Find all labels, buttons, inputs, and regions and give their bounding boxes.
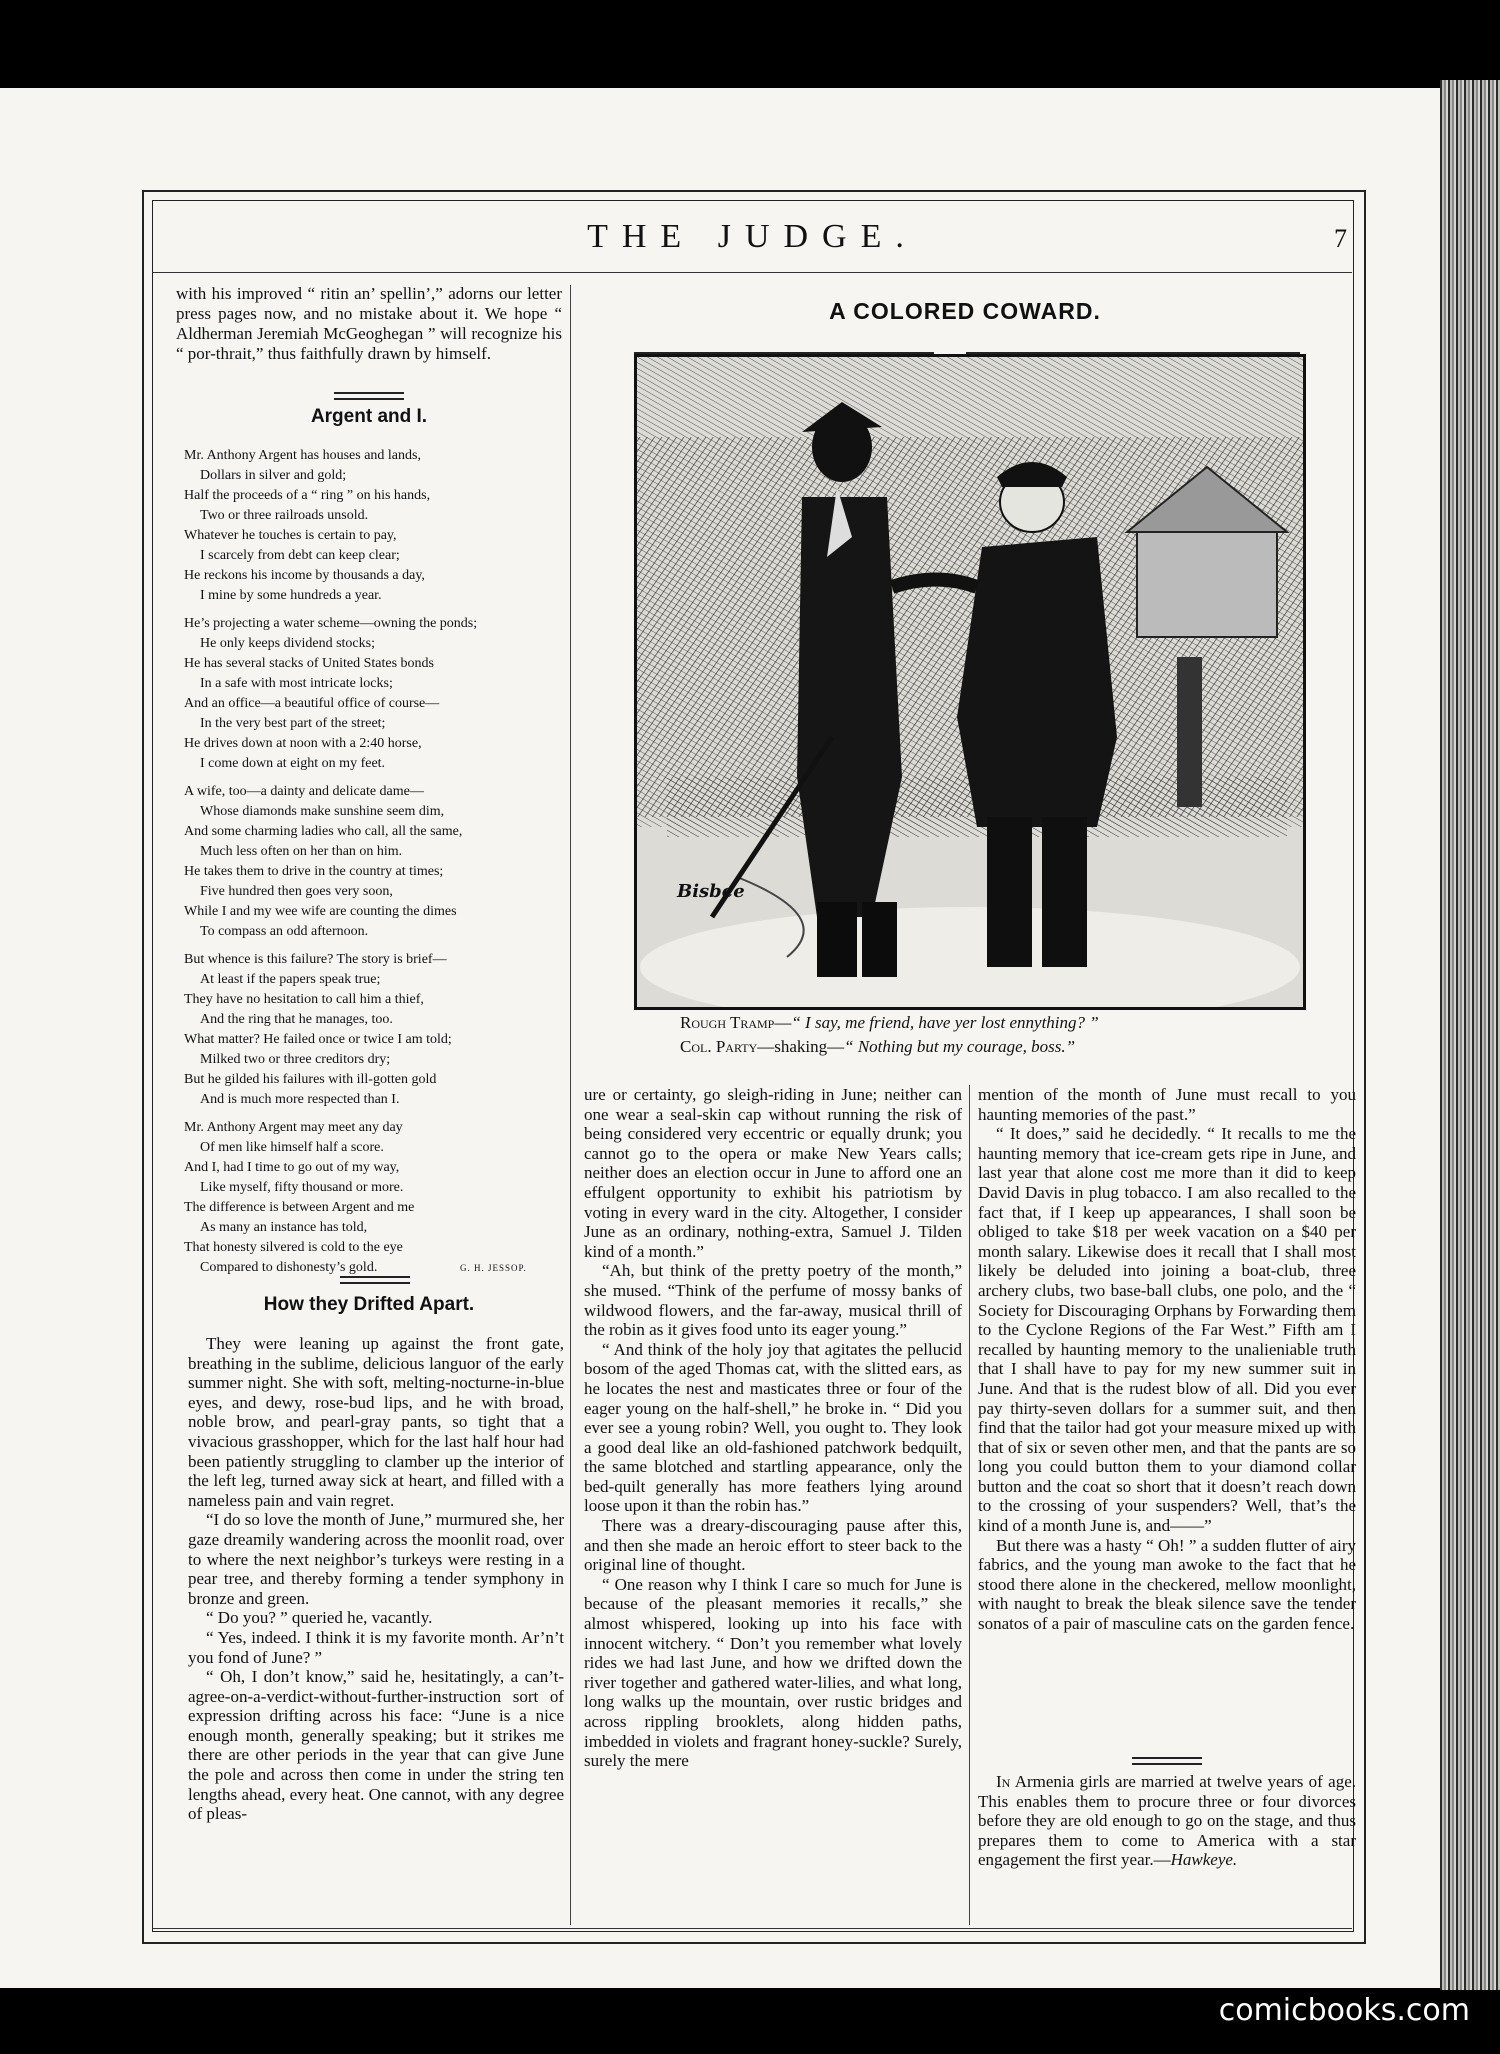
poem-stanza [184, 950, 554, 1110]
masthead: THE JUDGE. [587, 218, 918, 255]
poem-stanza [184, 614, 554, 774]
header-rule [152, 272, 1352, 273]
poem-line: In the very best part of the street; [200, 716, 386, 731]
poem-line: He reckons his income by thousands a day, [184, 568, 425, 583]
story-paragraph: “ Do you? ” queried he, vacantly. [206, 1608, 433, 1628]
note-text: Armenia girls are married at twelve years of age. This enables them to procure three or four divorces before they are old enough to go on the stage, and thus prepares them to come to America with a star engagement the first year.— [978, 1772, 1356, 1870]
poem-stanza [184, 446, 554, 606]
story-paragraph: “ Oh, I don’t know,” said he, hesitatingly, a can’t-agree-on-a-verdict-without-further-instruction sort of expression drifting across his face: “June is a nice enough month, generally speaking; but it strikes me there are other periods in the year that can give June the pole and across then come in under the string ten lengths ahead, every heat. One cannot, with any degree of pleas- [188, 1667, 564, 1824]
poem-line: And I, had I time to go out of my way, [184, 1160, 400, 1175]
story-column-3 [978, 1085, 1356, 1634]
poem-line: Compared to dishonesty’s gold. [200, 1260, 378, 1275]
story-paragraph: “ It does,” said he decidedly. “ It recalls to me the haunting memory that ice-cream gets ripe in June, and last year that alone cost me more than it did to keep David Davis in plug tobacco. I am also recalled to the fact that, if I keep up appearances, I shall soon be obliged to take $18 per week vacation on a $40 per month salary. Likewise does it recall that I shall most likely be deluded into joining a boat-club, three archery clubs, two base-ball clubs, one polo, and the “ Society for Discouraging Orphans by Forwarding them to the Cyclone Regions of the Far West.” Fifth am I recalled by haunting memory to the unalieniable truth that I shall have to pay for my new summer suit in June. And that is the rudest blow of all. Did you ever pay thirty-seven dollars for a summer suit, and then find that the tailor had got your measure mixed up with that of six or seven other men, and that the pants are so long you could button them to your diamond collar button and the coat so short that it doesn’t reach down to the crossing of your suspenders? Well, that’s the kind of a month June is, and——” [978, 1124, 1356, 1536]
poem-line: He drives down at noon with a 2:40 horse, [184, 736, 422, 751]
section-divider [340, 1276, 410, 1284]
poem-stanza [184, 1118, 554, 1278]
story-paragraph: “ And think of the holy joy that agitates the pellucid bosom of the aged Thomas cat, with the slitted ears, as he locates the nest and masticates three or four of the eager young on the half-shell,” he broke in. “ Did you ever see a young robin? Well, you ought to. They look a good deal like an old-fashioned patchwork bedquilt, the same blotched and startling appearance, only the bed-quilt generally has more feathers lying around loose upon it than the robin has.” [584, 1339, 962, 1516]
story-paragraph: “I do so love the month of June,” murmured she, her gaze dreamily wandering across the moonlit road, over to where the next neighbor’s turkeys were resting in a pear tree, and thereby forming a tender symphony in bronze and green. [188, 1510, 564, 1608]
caption-line-1: Rough Tramp—“ I say, me friend, have yer lost ennything? ” [680, 1013, 1099, 1032]
poem-title: Argent and I. [310, 406, 428, 427]
column-rule-2 [969, 1085, 970, 1925]
column-rule-1 [570, 285, 571, 1925]
cartoon-illustration [634, 354, 1306, 1010]
poem-signature: G. H. JESSOP. [460, 1263, 527, 1273]
poem-line: I scarcely from debt can keep clear; [200, 548, 400, 563]
artist-signature: Bisbee [677, 881, 745, 902]
caption-speaker-1: Rough Tramp [680, 1013, 775, 1032]
poem-line: And an office—a beautiful office of course— [184, 696, 440, 711]
poem-line: A wife, too—a dainty and delicate dame— [184, 784, 424, 799]
poem-line: And some charming ladies who call, all the same, [184, 824, 463, 839]
poem-stanza [184, 782, 554, 942]
caption-speaker-2: Col. Party [680, 1037, 758, 1056]
cartoon-title: A COLORED COWARD. [829, 298, 1101, 324]
poem-line: But whence is this failure? The story is brief— [184, 952, 447, 967]
poem-line: In a safe with most intricate locks; [200, 676, 393, 691]
story-column-1 [188, 1334, 564, 1824]
poem-line: As many an instance has told, [200, 1220, 368, 1235]
watermark: comicbooks.com [1218, 1993, 1470, 2028]
poem-line: And is much more respected than I. [200, 1092, 400, 1107]
intro-paragraph: with his improved “ ritin an’ spellin’,” adorns our letter press pages now, and no mistake about it. We hope “ Aldherman Jeremiah McGeoghegan ” will recognize his “ por-thrait,” thus faithfully drawn by himself. [176, 284, 562, 363]
poem-line: But he gilded his failures with ill-gotten gold [184, 1072, 437, 1087]
poem-line: He takes them to drive in the country at times; [184, 864, 444, 879]
poem-line: What matter? He failed once or twice I am told; [184, 1032, 452, 1047]
story-column-2 [584, 1085, 962, 1771]
poem-line: At least if the papers speak true; [200, 972, 381, 987]
book-spine [1440, 80, 1500, 1990]
poem-line: Whose diamonds make sunshine seem dim, [200, 804, 445, 819]
poem-body [184, 446, 554, 1286]
story-paragraph: mention of the month of June must recall to you haunting memories of the past.” [978, 1085, 1356, 1124]
caption-quote-1: “ I say, me friend, have yer lost ennything? ” [791, 1013, 1099, 1032]
poem-line: Much less often on her than on him. [200, 844, 403, 859]
note-source: Hawkeye. [1170, 1850, 1238, 1870]
section-divider [1132, 1757, 1202, 1765]
armenia-note [978, 1772, 1356, 1870]
story-paragraph: “Ah, but think of the pretty poetry of the month,” she mused. “Think of the perfume of mossy banks of wildwood flowers, and the far-away, musical thrill of the robin as it gives food unto its eager young.” [584, 1261, 962, 1340]
caption-quote-2: “ Nothing but my courage, boss.” [844, 1037, 1076, 1056]
poem-line: He has several stacks of United States bonds [184, 656, 434, 671]
poem-line: Of men like himself half a score. [200, 1140, 384, 1155]
note-lead: In [996, 1772, 1011, 1791]
caption-line-2 [680, 1036, 1320, 1058]
poem-line: Dollars in silver and gold; [200, 468, 347, 483]
poem-line: Whatever he touches is certain to pay, [184, 528, 397, 543]
poem-line: Milked two or three creditors dry; [200, 1052, 391, 1067]
poem-line: They have no hesitation to call him a thief, [184, 992, 424, 1007]
poem-line: That honesty silvered is cold to the eye [184, 1240, 403, 1255]
story-paragraph: “ One reason why I think I care so much for June is because of the pleasant memories it recalls,” she almost whispered, looking up into his face with innocent witchery. “ Don’t you remember what lovely rides we had last June, and how we drifted down the river together and gathered water-lilies, and what long, long walks up the mountain, over rustic bridges and across rippling brooklets, along hidden paths, imbedded in violets and fragrant honey-suckle? Surely, surely the mere [584, 1574, 962, 1771]
poem-line: Mr. Anthony Argent has houses and lands, [184, 448, 421, 463]
poem-line: Five hundred then goes very soon, [200, 884, 393, 899]
poem-line: He’s projecting a water scheme—owning the ponds; [184, 616, 478, 631]
page-number: 7 [1334, 224, 1347, 253]
story-paragraph: They were leaning up against the front gate, breathing in the sublime, delicious languor of the early summer night. She with soft, melting-nocturne-in-blue eyes, and dewy, rose-bud lips, and he with broad, noble brow, and pearl-gray pants, so tight that a vivacious grasshopper, which for the last half hour had been patiently struggling to clamber up the interior of the left leg, turned away sick at heart, and filled with a nameless pain and vain regret. [188, 1334, 564, 1510]
poem-line: Like myself, fifty thousand or more. [200, 1180, 404, 1195]
story-paragraph: But there was a hasty “ Oh! ” a sudden flutter of airy fabrics, and the young man awoke to the fact that he stood there alone in the checkered, mellow moonlight, with naught to break the bleak silence save the tender sonatos of a pair of masculine cats on the garden fence. [978, 1535, 1356, 1634]
caption-action: —shaking— [757, 1037, 845, 1056]
poem-line: Mr. Anthony Argent may meet any day [184, 1120, 403, 1135]
story-paragraph: ure or certainty, go sleigh-riding in June; neither can one wear a seal-skin cap without running the risk of being considered very eccentric or equally drunk; you cannot go to the opera or make New Years calls; neither does an election occur in June to afford one an effulgent opportunity to exhibit his patriotism by voting in every ward in the city. Altogether, I consider June as an ordinary, nothing-extra, Samuel J. Tilden kind of a month.” [584, 1085, 962, 1261]
cartoon-drawing [637, 357, 1303, 1007]
poem-line: I mine by some hundreds a year. [200, 588, 382, 603]
story-paragraph: “ Yes, indeed. I think it is my favorite month. Ar’n’t you fond of June? ” [188, 1627, 564, 1667]
poem-line: He only keeps dividend stocks; [200, 636, 375, 651]
poem-line: While I and my wee wife are counting the dimes [184, 904, 457, 919]
poem-line: To compass an odd afternoon. [200, 924, 369, 939]
story-paragraph: There was a dreary-discouraging pause after this, and then she made an heroic effort to steer back to the original line of thought. [584, 1516, 962, 1575]
footer-rule [152, 1928, 1352, 1929]
section-divider [334, 392, 404, 400]
poem-line: I come down at eight on my feet. [200, 756, 386, 771]
poem-line: And the ring that he manages, too. [200, 1012, 393, 1027]
poem-line: Two or three railroads unsold. [200, 508, 369, 523]
story-title: How they Drifted Apart. [263, 1294, 475, 1315]
poem-line: The difference is between Argent and me [184, 1200, 415, 1215]
poem-line: Half the proceeds of a “ ring ” on his hands, [184, 488, 431, 503]
